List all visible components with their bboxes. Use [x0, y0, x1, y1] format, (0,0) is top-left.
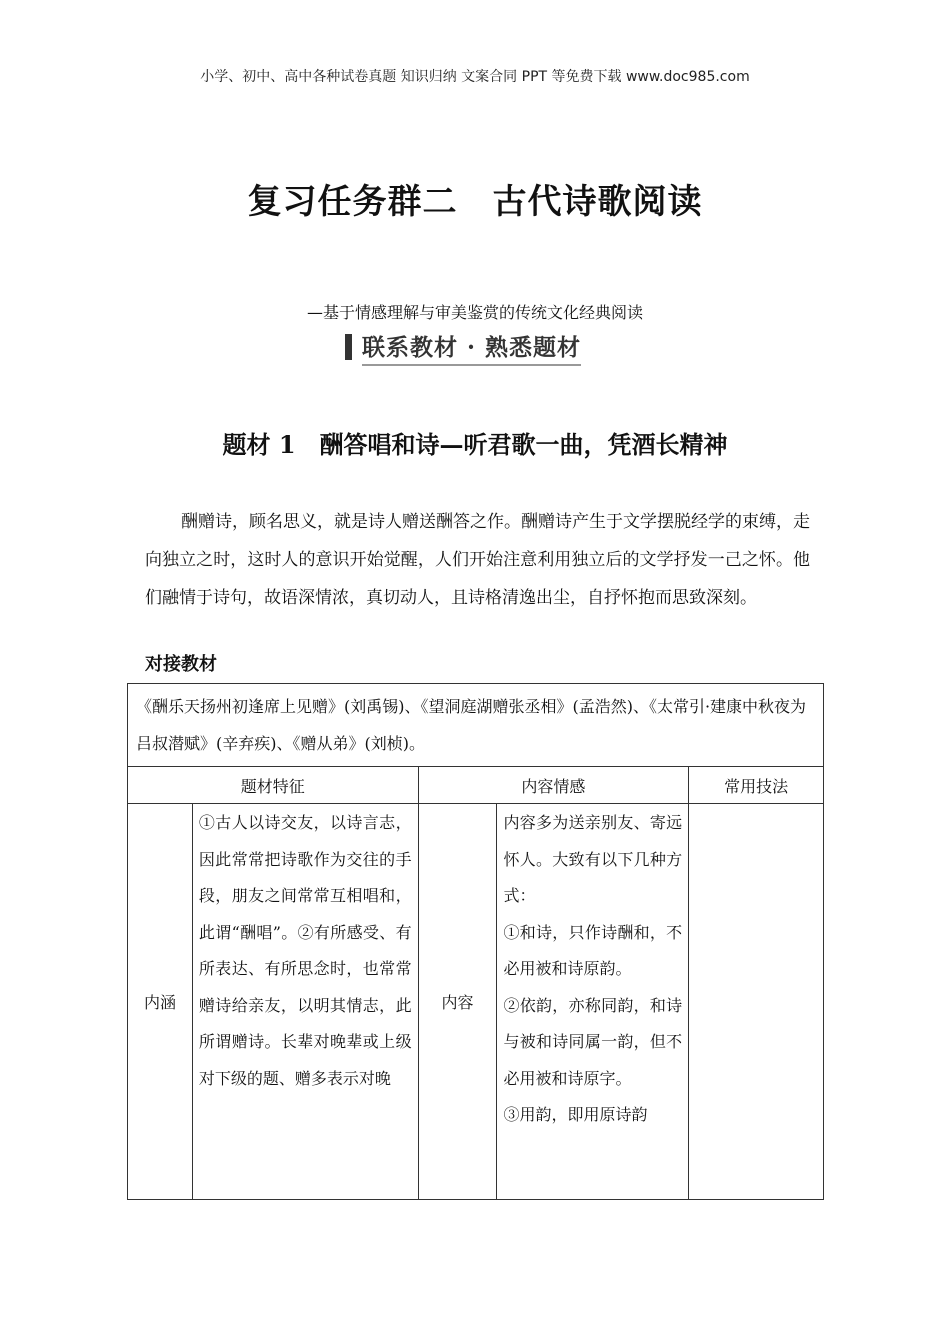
page-header-ad: 小学、初中、高中各种试卷真题 知识归纳 文案合同 PPT 等免费下载 www.doc985.com	[200, 69, 750, 85]
content-text	[503, 804, 682, 1199]
page-title: 复习任务群二 古代诗歌阅读	[247, 182, 703, 222]
topic-heading: 题材 1 酬答唱和诗—听君歌一曲，凭酒长精神	[222, 430, 728, 459]
row-label-content: 内容	[418, 804, 497, 1200]
header-feature: 题材特征	[128, 767, 419, 804]
table-intro: 《酬乐天扬州初逢席上见赠》(刘禹锡)、《望洞庭湖赠张丞相》(孟浩然)、《太常引·建康中秋夜为吕叔潜赋》(辛弃疾)、《赠从弟》(刘桢)。	[128, 684, 824, 767]
content-line: 内容多为送亲别友、寄远怀人。大致有以下几种方式：	[503, 813, 683, 905]
textbook-table	[127, 683, 824, 1200]
header-technique: 常用技法	[689, 767, 824, 804]
feature-cell	[192, 804, 418, 1200]
row-label-connotation: 内涵	[128, 804, 193, 1200]
content-line: ②依韵，亦称同韵，和诗与被和诗同属一韵，但不必用被和诗原字。	[503, 995, 683, 1088]
section-label: 对接教材	[145, 654, 217, 675]
content-line: ①和诗，只作诗酬和，不必用被和诗原韵。	[503, 922, 683, 978]
feature-text: ①古人以诗交友，以诗言志，因此常常把诗歌作为交往的手段，朋友之间常常互相唱和，此谓“酬唱”。②有所感受、有所表达、有所思念时，也常常赠诗给亲友，以明其情志，此所谓赠诗。长辈对晚辈或上级对下级的题、赠多表示对晚	[198, 813, 412, 1088]
section-banner	[345, 330, 607, 364]
banner-text: 联系教材 · 熟悉题材	[362, 329, 581, 366]
content-line: ③用韵，即用原诗韵	[503, 1105, 648, 1124]
header-content: 内容情感	[418, 767, 689, 804]
intro-paragraph: 酬赠诗，顾名思义，就是诗人赠送酬答之作。酬赠诗产生于文学摆脱经学的束缚，走向独立之时，这时人的意识开始觉醒，人们开始注意利用独立后的文学抒发一己之怀。他们融情于诗句，故语深情浓，真切动人，且诗格清逸出尘，自抒怀抱而思致深刻。	[145, 512, 810, 608]
page-subtitle: —基于情感理解与审美鉴赏的传统文化经典阅读	[306, 303, 643, 322]
content-cell	[497, 804, 689, 1200]
technique-cell	[689, 804, 824, 1200]
banner-bar-icon	[345, 334, 352, 360]
